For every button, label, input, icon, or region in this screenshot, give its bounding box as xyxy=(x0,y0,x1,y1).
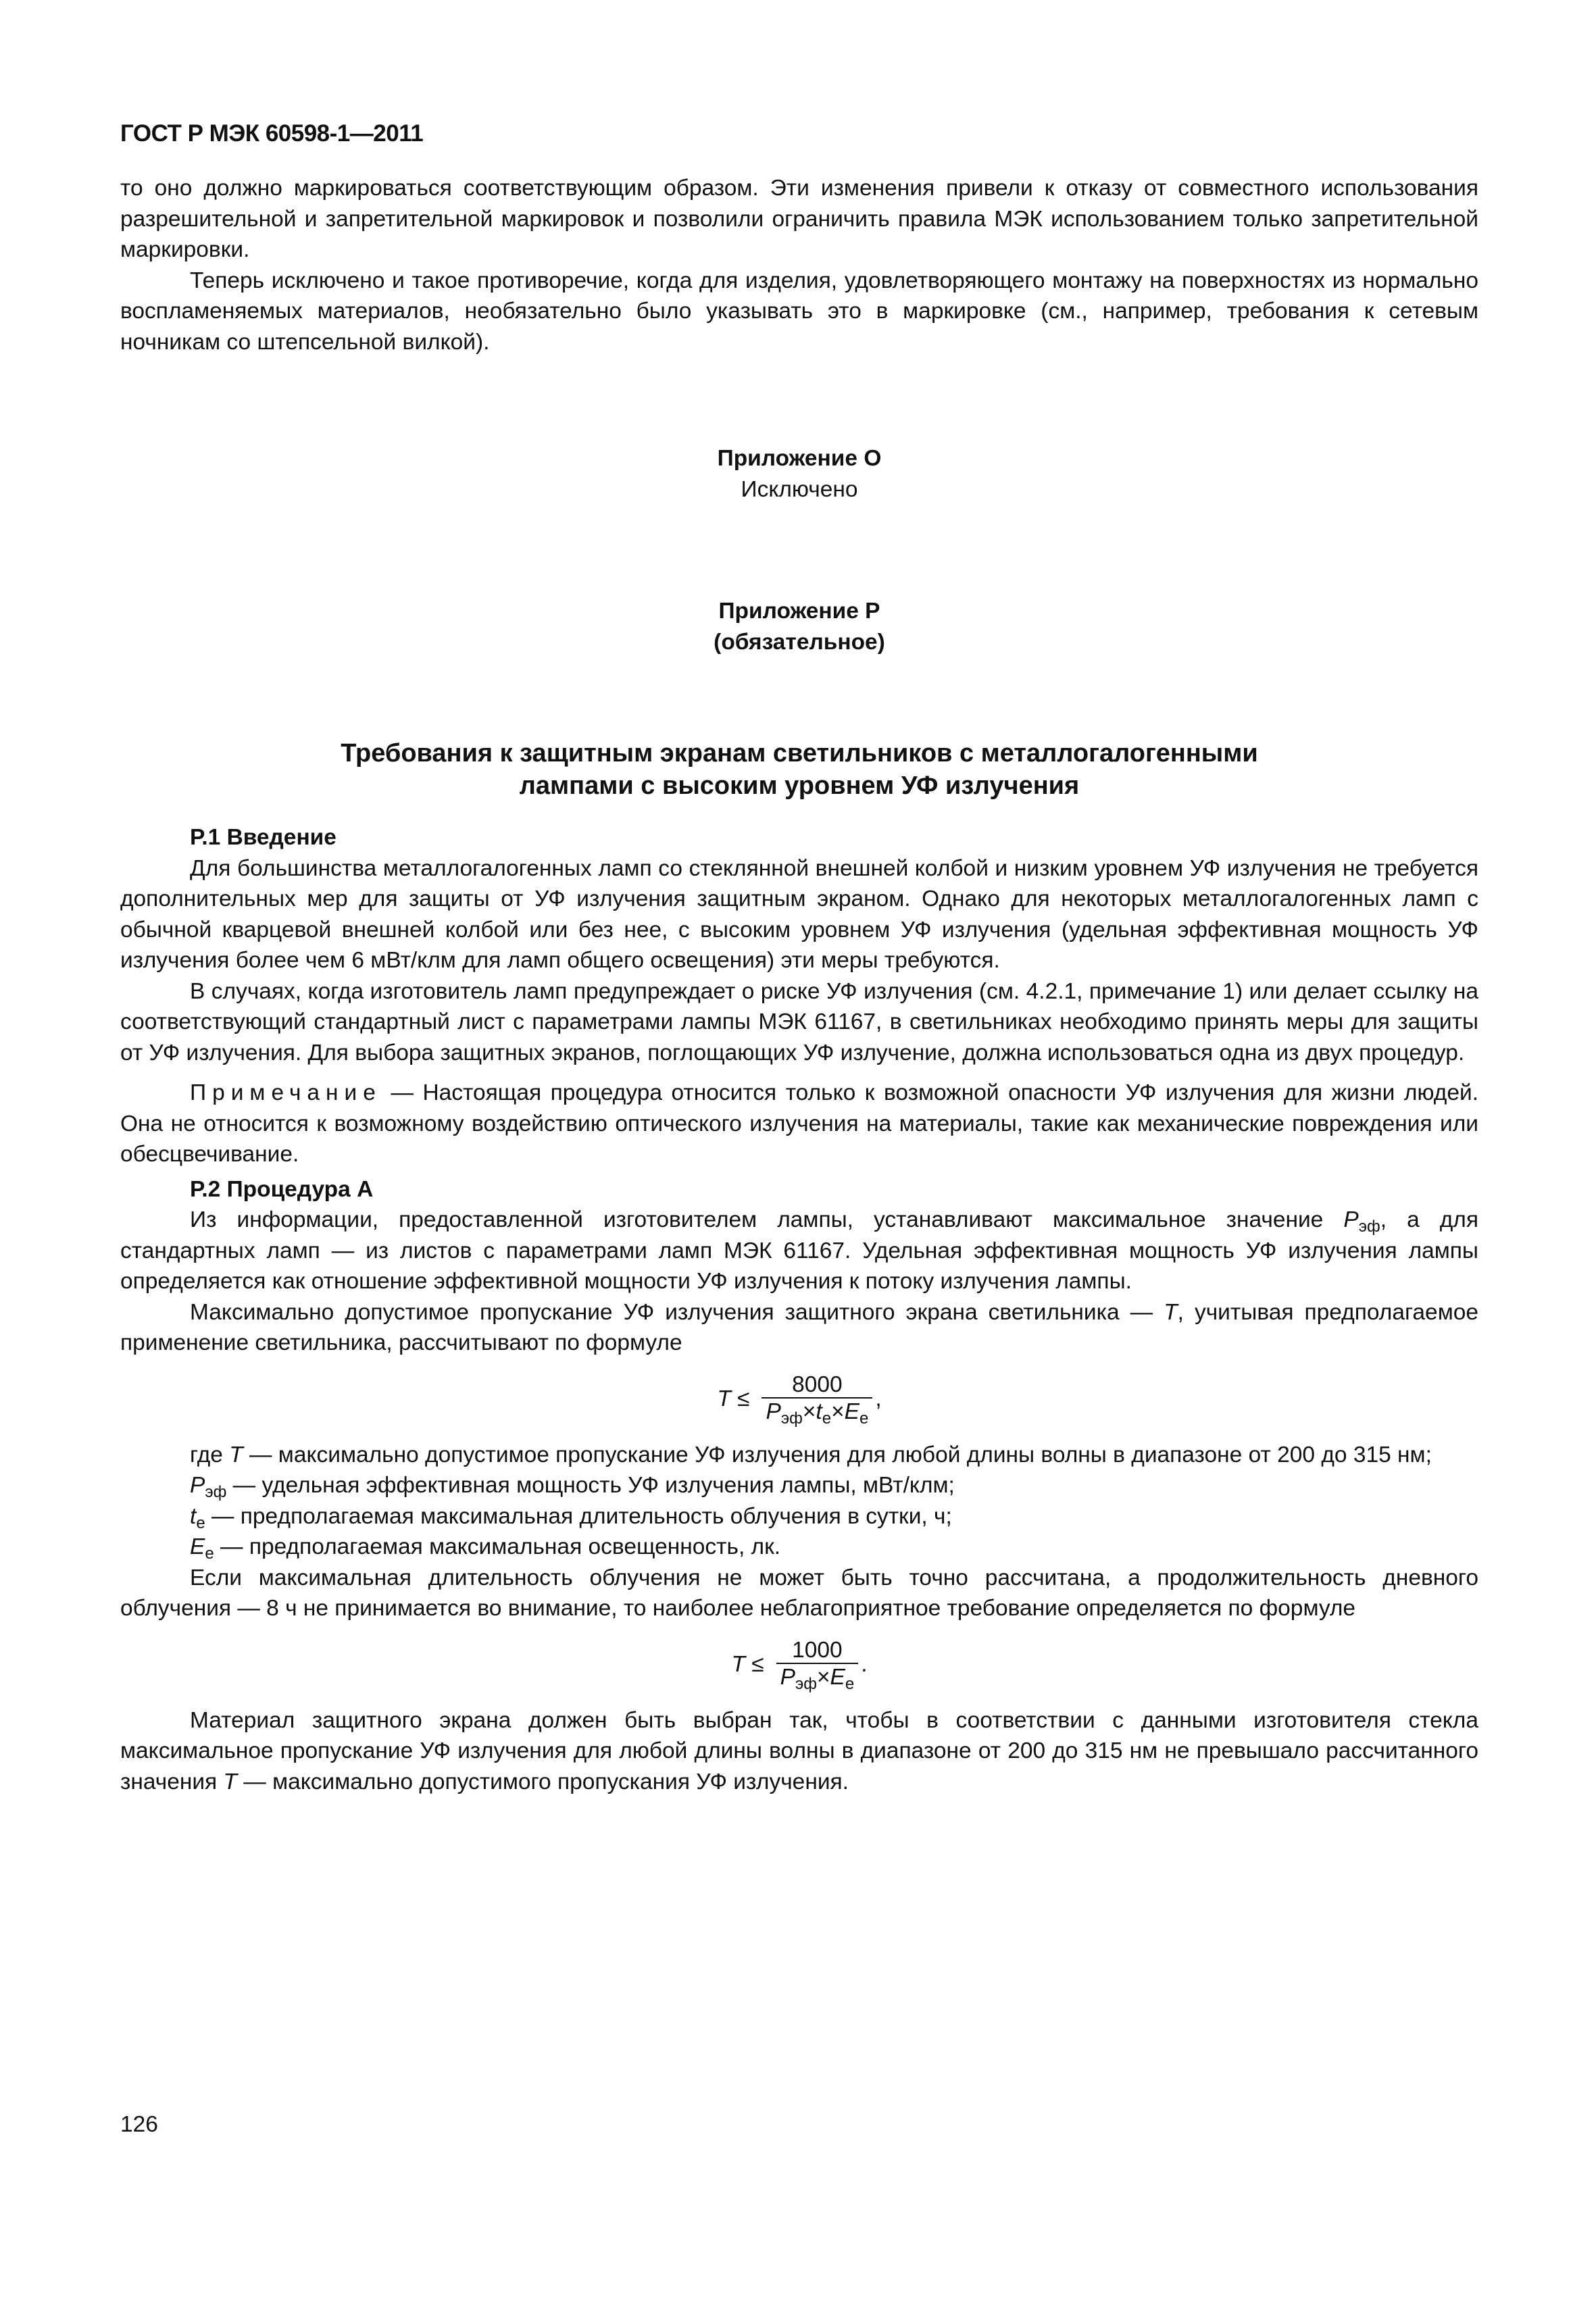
where-clause: где T — максимально допустимое пропускание УФ излучения для любой длины волны в диапазоне от 200 до 315 нм; xyxy=(190,1442,1432,1467)
section-p1-title: Р.1 Введение xyxy=(190,825,336,850)
formula-2 xyxy=(120,1624,1478,1705)
formula-2-trail: . xyxy=(861,1651,868,1677)
annex-o-title: Приложение О xyxy=(717,446,882,471)
definition-e-e: $E_e$ — предполагаемая максимальная освещенность, лк. xyxy=(190,1534,781,1563)
definition-t-e: $t_e$ — предполагаемая максимальная длительность облучения в сутки, ч; xyxy=(190,1503,952,1532)
section-p2-paragraph-3: Если максимальная длительность облучения не может быть точно рассчитана, а продолжительность дневного облучения — 8 ч не принимается во внимание, то наиболее неблагоприятное требование определяется по формуле xyxy=(120,1565,1478,1621)
section-p1-paragraph-1: Для большинства металлогалогенных ламп со стеклянной внешней колбой и низким уровнем УФ излучения не требуется дополнительных мер для защиты от УФ излучения защитным экраном. Однако для некоторых металлогалогенных ламп с обычной кварцевой внешней колбой или без нее, с высоким уровнем УФ излучения (удельная эффективная мощность УФ излучения более чем 6 мВт/клм для ламп общего освещения) эти меры требуются. xyxy=(120,855,1478,973)
formula-2-lhs: T ≤ xyxy=(731,1651,764,1677)
formula-2-numerator: 1000 xyxy=(792,1637,843,1663)
annex-p-block xyxy=(120,596,1478,657)
section-p2-paragraph-1: Из информации, предоставленной изготовителем лампы, устанавливают максимальное значение $P_{эф}$, а для стандартных ламп — из листов с параметрами ламп МЭК 61167. Удельная эффективная мощность УФ излучения лампы определяется как отношение эффективной мощности УФ излучения к потоку излучения лампы. xyxy=(120,1207,1478,1294)
annex-p-heading-line-2: лампами с высоким уровнем УФ излучения xyxy=(519,772,1080,800)
annex-p-heading-line-1: Требования к защитным экранам светильников с металлогалогенными xyxy=(341,739,1258,768)
document-page xyxy=(120,120,1478,1797)
annex-p-title: Приложение Р xyxy=(718,599,880,624)
section-p1-note xyxy=(120,1078,1478,1170)
section-p2-paragraph-2: Максимально допустимое пропускание УФ излучения защитного экрана светильника — T, учитывая предполагаемое применение светильника, рассчитывают по формуле xyxy=(120,1299,1478,1355)
document-header: ГОСТ Р МЭК 60598-1—2011 xyxy=(120,120,424,147)
formula-1-denominator: $P_{эф}\times t_e\times E_e$ xyxy=(766,1399,869,1428)
section-p1-paragraph-2: В случаях, когда изготовитель ламп предупреждает о риске УФ излучения (см. 4.2.1, примечание 1) или делает ссылку на соответствующий стандартный лист с параметрами лампы МЭК 61167, в светильниках необходимо принять меры для защиты от УФ излучения. Для выбора защитных экранов, поглощающих УФ излучение, должна использоваться одна из двух процедур. xyxy=(120,978,1478,1065)
definition-p-eff: $P_{эф}$ — удельная эффективная мощность УФ излучения лампы, мВт/клм; xyxy=(190,1473,955,1501)
intro-paragraph-2: Теперь исключено и такое противоречие, когда для изделия, удовлетворяющего монтажу на поверхностях из нормально воспламеняемых материалов, необязательно было указывать это в маркировке (см., например, требования к сетевым ночникам со штепсельной вилкой). xyxy=(120,268,1478,355)
formula-1-trail: , xyxy=(875,1386,882,1411)
note-label: Примечание xyxy=(190,1080,382,1105)
formula-1-fraction xyxy=(762,1373,872,1426)
annex-p-status: (обязательное) xyxy=(714,629,885,655)
formula-2-fraction xyxy=(776,1638,859,1691)
formula-1 xyxy=(120,1359,1478,1440)
note-text: — Настоящая процедура относится только к возможной опасности УФ излучения для жизни людей. Она не относится к возможному воздействию оптического излучения на материалы, такие как механические повреждения или обесцвечивание. xyxy=(120,1080,1478,1167)
formula-2-denominator: $P_{эф}\times E_e$ xyxy=(780,1664,855,1693)
page-number: 126 xyxy=(120,2112,158,2137)
section-p2-paragraph-4: Материал защитного экрана должен быть выбран так, чтобы в соответствии с данными изготовителя стекла максимальное пропускание УФ излучения для любой длины волны в диапазоне от 200 до 315 нм не превышало рассчитанного значения T — максимально допустимого пропускания УФ излучения. xyxy=(120,1707,1478,1794)
formula-1-numerator: 8000 xyxy=(792,1372,843,1397)
annex-o-block xyxy=(120,443,1478,505)
intro-paragraph-1: то оно должно маркироваться соответствующим образом. Эти изменения привели к отказу от совместного использования разрешительной и запретительной маркировок и позволили ограничить правила МЭК использованием только запретительной маркировки. xyxy=(120,176,1478,262)
annex-o-status: Исключено xyxy=(741,476,858,502)
annex-p-heading xyxy=(120,737,1478,802)
section-p2-title: Р.2 Процедура А xyxy=(190,1176,374,1202)
formula-1-lhs: T ≤ xyxy=(717,1386,750,1411)
